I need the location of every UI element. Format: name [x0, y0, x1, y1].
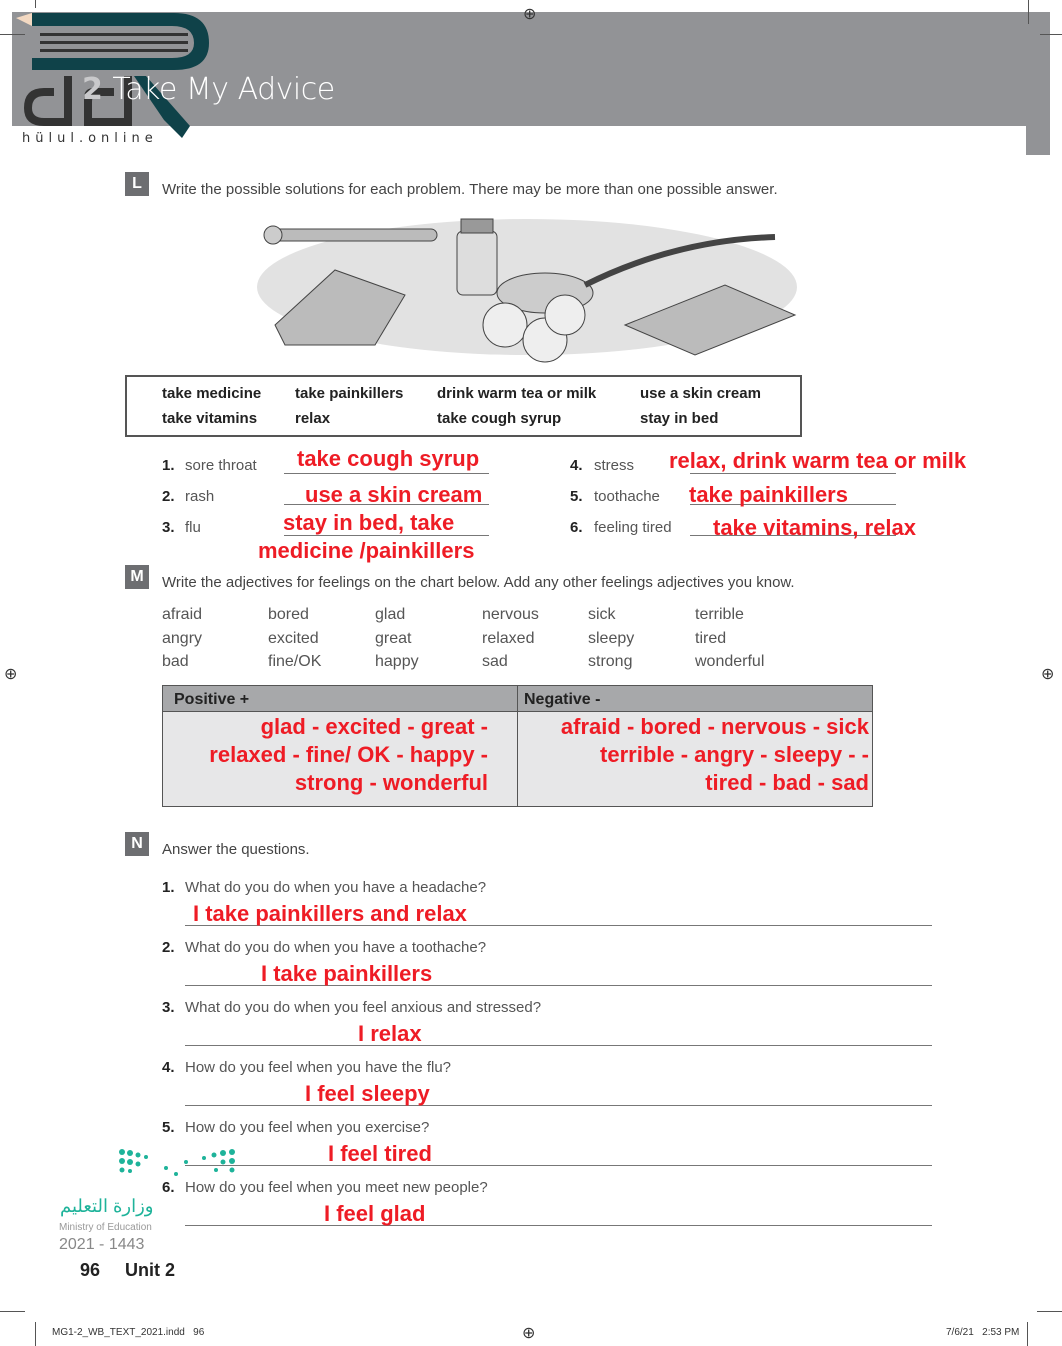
question-text: What do you do when you have a headache? [185, 879, 487, 896]
section-badge-n: N [125, 832, 149, 856]
answer-text[interactable]: I take painkillers [261, 961, 433, 986]
answer-line [284, 473, 489, 474]
adjective: bad [162, 653, 189, 670]
adjective: wonderful [695, 653, 765, 670]
page-number: 96 [80, 1260, 101, 1280]
answer-text: relaxed - fine/ OK - happy - [209, 742, 488, 767]
adjective: afraid [162, 606, 203, 623]
answer-text[interactable]: take painkillers [689, 482, 848, 507]
answer-text[interactable]: use a skin cream [305, 482, 483, 507]
adjective: terrible [695, 606, 744, 623]
word-option: take vitamins [162, 410, 258, 427]
feelings-table [162, 685, 873, 807]
unit-label: Unit 2 [125, 1260, 176, 1280]
question-number: 1. [162, 879, 175, 896]
title-text: Take My Advice [112, 72, 335, 107]
word-option: drink warm tea or milk [437, 385, 597, 402]
ministry-name-en: Ministry of Education [59, 1222, 152, 1233]
unit-number: 2 [82, 72, 103, 107]
item-number: 6. [570, 519, 583, 536]
problem-label: feeling tired [594, 519, 672, 536]
answer-text[interactable]: take vitamins, relax [713, 515, 917, 540]
svg-text:hülul.online: hülul.online [22, 131, 158, 146]
answer-text: glad - excited - great - [260, 714, 488, 739]
answer-text: terrible - angry - sleepy - - [600, 742, 869, 767]
answer-line [185, 1105, 932, 1106]
adjective: relaxed [482, 630, 535, 647]
question-text: How do you feel when you exercise? [185, 1119, 430, 1136]
answer-text[interactable]: I feel tired [328, 1141, 432, 1166]
question-number: 3. [162, 999, 175, 1016]
answer-line [185, 1165, 932, 1166]
answer-text[interactable]: I take painkillers and relax [193, 901, 467, 926]
item-number: 5. [570, 488, 583, 505]
word-option: take cough syrup [437, 410, 562, 427]
section-badge-m: M [125, 565, 149, 589]
answer-text[interactable]: stay in bed, take [283, 510, 455, 535]
answer-text[interactable]: medicine /painkillers [258, 538, 475, 563]
adjective: tired [695, 630, 727, 647]
registration-mark-icon: ⊕ [522, 1325, 536, 1342]
word-option: take painkillers [295, 385, 404, 402]
word-option: stay in bed [640, 410, 719, 427]
problem-label: sore throat [185, 457, 257, 474]
answer-text: tired - bad - sad [705, 770, 869, 795]
item-number: 1. [162, 457, 175, 474]
adjective: bored [268, 606, 309, 623]
word-option: take medicine [162, 385, 262, 402]
ministry-year: 2021 - 1443 [59, 1236, 145, 1253]
registration-mark-icon: ⊕ [4, 666, 18, 683]
adjective: sleepy [588, 630, 635, 647]
problem-label: toothache [594, 488, 660, 505]
item-number: 3. [162, 519, 175, 536]
word-option: relax [295, 410, 331, 427]
adjective: excited [268, 630, 319, 647]
page-title [82, 72, 335, 107]
medicine-illustration [255, 215, 800, 363]
question-text: What do you do when you feel anxious and stressed? [185, 999, 542, 1016]
section-badge-l: L [125, 172, 149, 196]
adjective: great [375, 630, 412, 647]
answer-text[interactable]: I feel sleepy [305, 1081, 430, 1106]
adjective: nervous [482, 606, 539, 623]
problem-label: flu [185, 519, 201, 536]
answer-text: afraid - bored - nervous - sick [560, 714, 869, 739]
adjective: sad [482, 653, 508, 670]
answer-text[interactable]: take cough syrup [297, 446, 480, 471]
item-number: 2. [162, 488, 175, 505]
adjective: happy [375, 653, 419, 670]
answer-line [185, 1045, 932, 1046]
adjective: angry [162, 630, 203, 647]
ministry-name-ar: وزارة التعليم [60, 1196, 154, 1216]
word-option: use a skin cream [640, 385, 761, 402]
question-number: 2. [162, 939, 175, 956]
question-number: 5. [162, 1119, 175, 1136]
problem-label: rash [185, 488, 215, 505]
question-number: 4. [162, 1059, 175, 1076]
answer-line [185, 1225, 932, 1226]
answer-text[interactable]: I feel glad [324, 1201, 426, 1226]
ministry-logo-icon [116, 1148, 238, 1184]
question-text: How do you feel when you have the flu? [185, 1059, 452, 1076]
question-number: 6. [162, 1179, 175, 1196]
problem-label: stress [594, 457, 635, 474]
negative-header: Negative - [518, 686, 872, 712]
positive-answers[interactable] [163, 713, 488, 797]
registration-mark-icon: ⊕ [1041, 666, 1055, 683]
adjective: glad [375, 606, 406, 623]
positive-header: Positive + [163, 686, 518, 712]
column-divider [517, 686, 518, 806]
adjective: fine/OK [268, 653, 322, 670]
negative-answers[interactable] [519, 713, 869, 797]
registration-mark-icon: ⊕ [523, 6, 537, 23]
item-number: 4. [570, 457, 583, 474]
word-box [125, 375, 802, 437]
answer-text: strong - wonderful [294, 770, 488, 795]
section-n-instruction: Answer the questions. [162, 841, 310, 858]
date-slug: 7/6/21 2:53 PM [946, 1327, 1020, 1338]
adjective: sick [588, 606, 616, 623]
section-m-instruction: Write the adjectives for feelings on the chart below. Add any other feelings adjectives you know. [162, 574, 795, 591]
file-slug: MG1-2_WB_TEXT_2021.indd 96 [52, 1327, 205, 1338]
adjective: strong [588, 653, 633, 670]
answer-text[interactable]: I relax [358, 1021, 422, 1046]
question-text: How do you feel when you meet new people? [185, 1179, 488, 1196]
answer-text[interactable]: relax, drink warm tea or milk [669, 448, 967, 473]
section-l-instruction: Write the possible solutions for each problem. There may be more than one possible answer. [162, 181, 778, 198]
question-text: What do you do when you have a toothache? [185, 939, 487, 956]
